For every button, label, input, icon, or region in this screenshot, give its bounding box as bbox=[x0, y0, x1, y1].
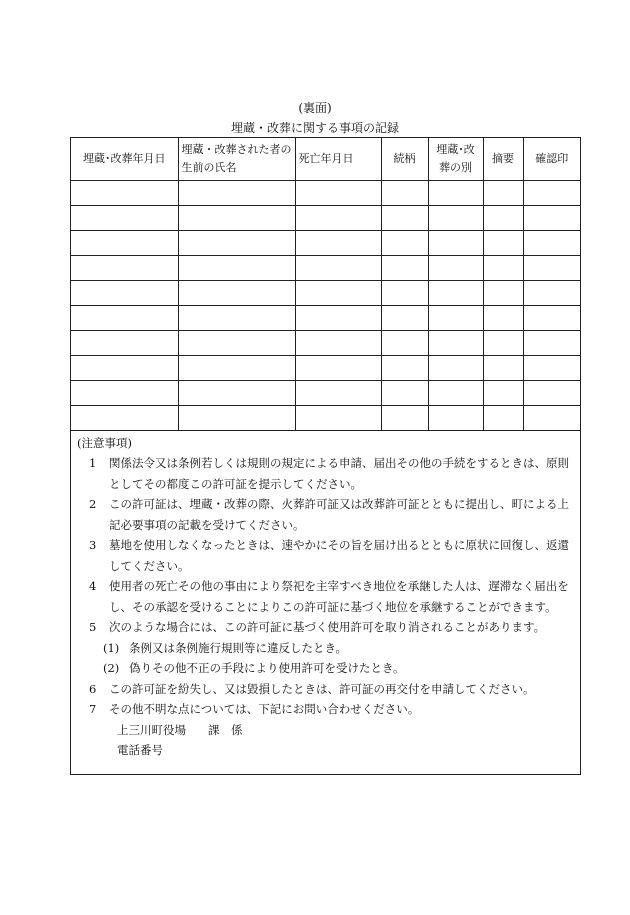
table-cell[interactable] bbox=[523, 380, 580, 405]
note-number: 2 bbox=[89, 497, 97, 511]
table-header-row bbox=[71, 138, 580, 180]
table-cell[interactable] bbox=[523, 255, 580, 280]
note-item bbox=[89, 576, 574, 617]
table-cell[interactable] bbox=[178, 280, 295, 305]
table-cell[interactable] bbox=[381, 230, 428, 255]
note-number: (1) bbox=[103, 640, 120, 655]
table-cell[interactable] bbox=[381, 205, 428, 230]
note-text: 次のような場合には、この許可証に基づく使用許可を取り消されることがあります。 bbox=[109, 620, 546, 634]
table-cell[interactable] bbox=[523, 230, 580, 255]
notes-heading: (注意事項) bbox=[77, 435, 132, 450]
note-number: (2) bbox=[103, 661, 120, 675]
table-cell[interactable] bbox=[295, 255, 381, 280]
table-row bbox=[71, 380, 580, 405]
record-title: 埋蔵・改葬に関する事項の記録 bbox=[230, 121, 399, 135]
table-cell[interactable] bbox=[178, 405, 295, 430]
table-cell[interactable] bbox=[428, 280, 483, 305]
contact-section: 課 係 bbox=[208, 722, 243, 737]
record-form bbox=[70, 137, 581, 775]
page-side-label: (裏面) bbox=[298, 101, 332, 115]
note-item bbox=[89, 679, 574, 700]
contact-phone-line bbox=[117, 740, 574, 761]
table-row bbox=[71, 405, 580, 430]
table-cell[interactable] bbox=[295, 380, 381, 405]
table-row bbox=[71, 305, 580, 330]
table-cell[interactable] bbox=[295, 405, 381, 430]
contact-office-line bbox=[117, 720, 574, 741]
note-number: 4 bbox=[89, 579, 97, 593]
table-cell[interactable] bbox=[523, 205, 580, 230]
table-cell[interactable] bbox=[71, 255, 178, 280]
table-cell[interactable] bbox=[428, 405, 483, 430]
table-cell[interactable] bbox=[428, 305, 483, 330]
table-cell[interactable] bbox=[71, 280, 178, 305]
table-row bbox=[71, 255, 580, 280]
table-cell[interactable] bbox=[483, 405, 523, 430]
col-header-name: 埋蔵・改葬された者の生前の氏名 bbox=[178, 138, 295, 180]
table-cell[interactable] bbox=[381, 355, 428, 380]
table-cell[interactable] bbox=[71, 380, 178, 405]
table-row bbox=[71, 230, 580, 255]
record-table bbox=[71, 138, 580, 431]
note-number: 1 bbox=[89, 456, 97, 470]
table-cell[interactable] bbox=[295, 230, 381, 255]
table-cell[interactable] bbox=[483, 205, 523, 230]
note-text: その他不明な点については、下記にお問い合わせください。 bbox=[109, 702, 420, 716]
contact-phone-label: 電話番号 bbox=[117, 743, 163, 757]
table-row bbox=[71, 280, 580, 305]
note-number: 3 bbox=[89, 538, 97, 552]
note-text: 関係法令又は条例若しくは規則の規定による申請、届出その他の手続をするときは、原則としてその都度この許可証を提示してください。 bbox=[109, 456, 569, 491]
table-cell[interactable] bbox=[295, 330, 381, 355]
table-cell[interactable] bbox=[483, 355, 523, 380]
table-cell[interactable] bbox=[523, 280, 580, 305]
col-header-death-date: 死亡年月日 bbox=[295, 138, 381, 180]
record-table-body bbox=[71, 180, 580, 430]
table-cell[interactable] bbox=[178, 330, 295, 355]
note-item bbox=[89, 453, 574, 494]
note-sub-item bbox=[103, 658, 574, 679]
table-cell[interactable] bbox=[483, 180, 523, 205]
table-row bbox=[71, 180, 580, 205]
table-cell[interactable] bbox=[381, 380, 428, 405]
table-cell[interactable] bbox=[428, 180, 483, 205]
notes-list-continued bbox=[77, 679, 574, 720]
table-cell[interactable] bbox=[428, 355, 483, 380]
table-cell[interactable] bbox=[178, 355, 295, 380]
table-cell[interactable] bbox=[295, 355, 381, 380]
note-item bbox=[89, 617, 574, 638]
table-cell[interactable] bbox=[523, 180, 580, 205]
table-row bbox=[71, 355, 580, 380]
table-cell[interactable] bbox=[295, 205, 381, 230]
note-text: 条例又は条例施行規則等に違反したとき。 bbox=[129, 640, 348, 655]
table-cell[interactable] bbox=[428, 255, 483, 280]
note-text: この許可証は、埋蔵・改葬の際、火葬許可証又は改葬許可証とともに提出し、町による上記必要事項の記載を受けてください。 bbox=[109, 497, 569, 532]
table-cell[interactable] bbox=[71, 305, 178, 330]
table-row bbox=[71, 205, 580, 230]
table-cell[interactable] bbox=[295, 180, 381, 205]
col-header-type: 埋蔵･改葬の別 bbox=[428, 138, 483, 180]
table-cell[interactable] bbox=[428, 230, 483, 255]
table-cell[interactable] bbox=[71, 355, 178, 380]
table-cell[interactable] bbox=[381, 305, 428, 330]
table-cell[interactable] bbox=[178, 380, 295, 405]
note-sub-item bbox=[103, 638, 574, 659]
table-cell[interactable] bbox=[178, 205, 295, 230]
table-cell[interactable] bbox=[295, 305, 381, 330]
table-cell[interactable] bbox=[381, 255, 428, 280]
note-text: 墓地を使用しなくなったときは、速やかにその旨を届け出るとともに原状に回復し、返還してください。 bbox=[109, 538, 569, 573]
col-header-date: 埋蔵･改葬年月日 bbox=[71, 138, 178, 180]
table-cell[interactable] bbox=[71, 405, 178, 430]
note-item bbox=[89, 494, 574, 535]
note-number: 7 bbox=[89, 702, 97, 716]
col-header-relation: 続柄 bbox=[381, 138, 428, 180]
table-cell[interactable] bbox=[295, 280, 381, 305]
table-cell[interactable] bbox=[483, 230, 523, 255]
table-cell[interactable] bbox=[428, 380, 483, 405]
table-row bbox=[71, 330, 580, 355]
notes-section bbox=[71, 433, 580, 761]
table-cell[interactable] bbox=[523, 330, 580, 355]
table-cell[interactable] bbox=[71, 180, 178, 205]
table-cell[interactable] bbox=[483, 380, 523, 405]
table-cell[interactable] bbox=[71, 330, 178, 355]
table-cell[interactable] bbox=[71, 230, 178, 255]
col-header-remarks: 摘要 bbox=[483, 138, 523, 180]
note-text: 偽りその他不正の手段により使用許可を受けたとき。 bbox=[129, 661, 405, 675]
notes-sub-list bbox=[77, 638, 574, 679]
note-number: 6 bbox=[89, 681, 97, 696]
table-cell[interactable] bbox=[523, 405, 580, 430]
note-item bbox=[89, 535, 574, 576]
table-cell[interactable] bbox=[178, 180, 295, 205]
table-cell[interactable] bbox=[381, 280, 428, 305]
contact-office: 上三川町役場 bbox=[117, 722, 186, 737]
table-cell[interactable] bbox=[381, 180, 428, 205]
table-cell[interactable] bbox=[483, 255, 523, 280]
table-cell[interactable] bbox=[523, 305, 580, 330]
table-cell[interactable] bbox=[381, 330, 428, 355]
table-cell[interactable] bbox=[428, 330, 483, 355]
table-cell[interactable] bbox=[523, 355, 580, 380]
table-cell[interactable] bbox=[483, 280, 523, 305]
table-cell[interactable] bbox=[483, 330, 523, 355]
table-cell[interactable] bbox=[178, 230, 295, 255]
note-text: この許可証を紛失し、又は毀損したときは、許可証の再交付を申請してください。 bbox=[109, 681, 535, 696]
table-cell[interactable] bbox=[428, 205, 483, 230]
table-cell[interactable] bbox=[483, 305, 523, 330]
table-cell[interactable] bbox=[381, 405, 428, 430]
col-header-seal: 確認印 bbox=[523, 138, 580, 180]
note-item bbox=[89, 699, 574, 720]
table-cell[interactable] bbox=[71, 205, 178, 230]
table-cell[interactable] bbox=[178, 305, 295, 330]
note-number: 5 bbox=[89, 620, 97, 634]
notes-list bbox=[77, 453, 574, 638]
note-text: 使用者の死亡その他の事由により祭祀を主宰すべき地位を承継した人は、遅滞なく届出をし、その承認を受けることによりこの許可証に基づく地位を承継することができます。 bbox=[109, 579, 569, 614]
table-cell[interactable] bbox=[178, 255, 295, 280]
